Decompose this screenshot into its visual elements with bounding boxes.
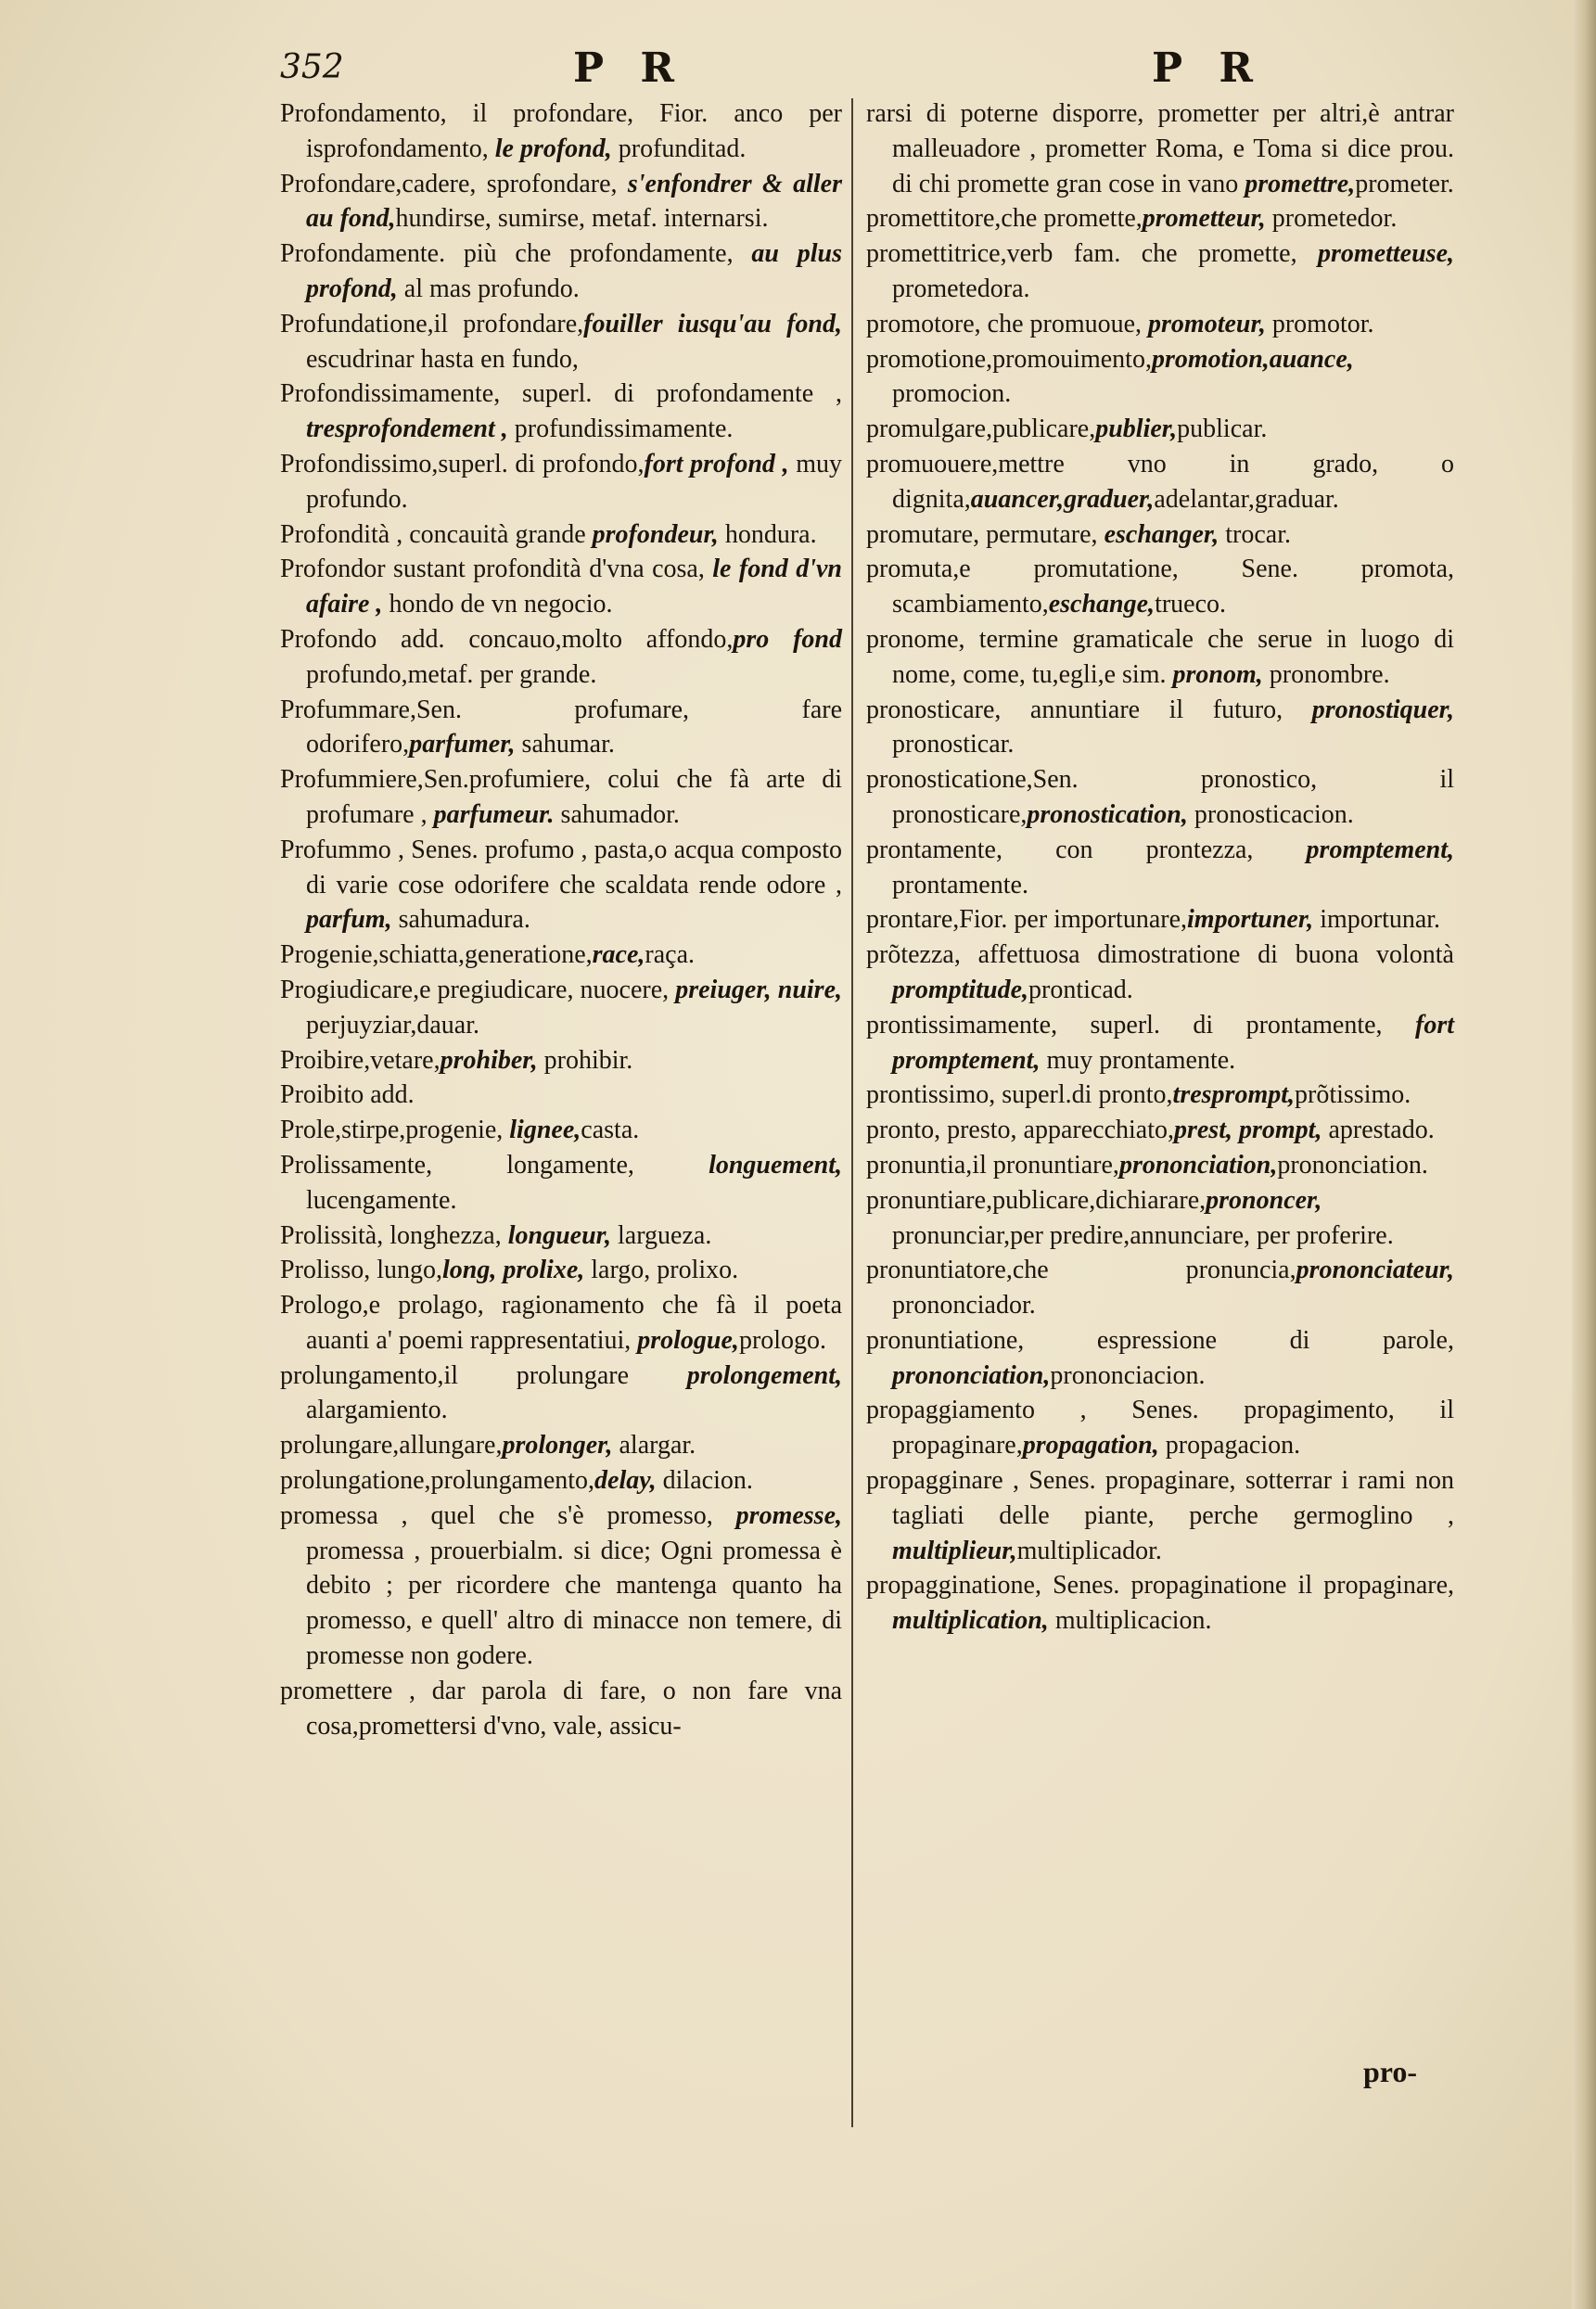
dictionary-entry	[866, 1253, 1454, 1323]
spanish-gloss: prõtissimo.	[1295, 1080, 1411, 1110]
spanish-gloss: prometedora.	[892, 274, 1030, 303]
french-gloss: au plus profond,	[306, 239, 842, 303]
headword-text: Profondo add. concauo,molto affondo,	[280, 624, 734, 654]
spanish-gloss: promessa , prouerbialm. si dice; Ogni promessa è debito ; per ricordere che mantenga quanto ha promesso, e quell' altro di minacce non temere, di promesse non godere.	[306, 1536, 842, 1671]
french-gloss: eschange,	[1048, 590, 1156, 619]
spanish-gloss: aprestado.	[1321, 1116, 1435, 1145]
spanish-gloss: prononciation.	[1277, 1150, 1428, 1180]
dictionary-entry	[866, 412, 1454, 447]
french-gloss: prolonger,	[502, 1431, 613, 1461]
headword-text: propaggiamento , Senes. propagimento, il propaginare,	[866, 1396, 1454, 1461]
column-divider	[851, 98, 853, 2127]
headword-text: pronto, presto, apparecchiato,	[866, 1116, 1174, 1145]
french-gloss: preiuger, nuire,	[669, 975, 842, 1004]
headword-text: promotore, che promuoue,	[866, 309, 1143, 338]
dictionary-entry	[280, 307, 842, 377]
running-header-right: P R	[1152, 45, 1264, 92]
dictionary-entry	[280, 1253, 842, 1288]
spanish-gloss: alargamiento.	[306, 1396, 448, 1425]
dictionary-entry	[280, 552, 842, 622]
dictionary-entry	[280, 973, 842, 1043]
headword-text: Profummare,Sen. profumare, fare odorifero,	[280, 695, 842, 759]
french-gloss: promptement,	[1253, 835, 1454, 864]
headword-text: Profondamento, il profondare, Fior. anco per isprofondamento,	[280, 99, 842, 163]
spanish-gloss: dilacion.	[656, 1466, 753, 1496]
french-gloss: pronostiquer,	[1283, 695, 1454, 724]
french-gloss: importuner,	[1187, 905, 1314, 935]
running-header-left: P R	[573, 45, 685, 92]
dictionary-entry	[280, 622, 842, 693]
spanish-gloss: hondo de vn negocio.	[382, 590, 613, 619]
french-gloss: prologue,	[631, 1325, 739, 1355]
spanish-gloss: prohibir.	[537, 1045, 633, 1075]
french-gloss: parfum,	[306, 905, 392, 935]
dictionary-entry	[866, 236, 1454, 307]
dictionary-entry	[866, 902, 1454, 938]
headword-text: Prolisso, lungo,	[280, 1256, 443, 1285]
spanish-gloss: largo, prolixo.	[584, 1256, 739, 1285]
headword-text: pronuntiare,publicare,dichiarare,	[866, 1185, 1207, 1215]
french-gloss: prononciation,	[892, 1360, 1051, 1390]
french-gloss: le profond,	[488, 134, 612, 163]
french-gloss: le fond d'vn afaire ,	[306, 555, 842, 619]
headword-text: prolungatione,prolungamento,	[280, 1466, 595, 1496]
headword-text: prontissimo, superl.di pronto,	[866, 1080, 1173, 1110]
french-gloss: pronom,	[1166, 659, 1263, 689]
dictionary-entry	[866, 938, 1454, 1008]
french-gloss: prohiber,	[440, 1045, 538, 1075]
headword-text: promuouere,mettre vno in grado, o dignita,	[866, 449, 1454, 514]
spanish-gloss: pronombre.	[1262, 659, 1390, 689]
french-gloss: prometteuse,	[1296, 239, 1454, 269]
headword-text: promulgare,publicare,	[866, 415, 1096, 444]
dictionary-entry	[866, 1568, 1454, 1639]
dictionary-entry	[280, 1113, 842, 1148]
french-gloss: pro fond	[733, 624, 842, 654]
headword-text: pronuntiatione, espressione di parole,	[866, 1325, 1454, 1355]
dictionary-entry	[866, 1078, 1454, 1113]
dictionary-entry	[866, 622, 1454, 693]
dictionary-entry	[866, 693, 1454, 763]
french-gloss: tresprofondement ,	[306, 415, 508, 444]
headword-text: prontamente, con prontezza,	[866, 835, 1254, 864]
french-gloss: parfumer,	[409, 730, 516, 759]
headword-text: Profondità , concauità grande	[280, 519, 586, 549]
dictionary-entry	[866, 342, 1454, 413]
headword-text: promessa , quel che s'è promesso,	[280, 1500, 713, 1530]
spanish-gloss: profunditad.	[611, 134, 747, 163]
spanish-gloss: sahumador.	[554, 799, 680, 829]
spanish-gloss: adelantar,graduar.	[1154, 484, 1339, 514]
dictionary-entry	[280, 236, 842, 307]
spanish-gloss: importunar.	[1313, 905, 1441, 935]
french-gloss: s'enfondrer & aller au fond,	[306, 169, 842, 234]
headword-text: pronuntia,il pronuntiare,	[866, 1150, 1119, 1180]
headword-text: prontare,Fior. per importunare,	[866, 905, 1188, 935]
headword-text: pronome, termine gramaticale che serue in luogo di nome, come, tu,egli,e sim.	[866, 624, 1454, 689]
spanish-gloss: raça.	[645, 940, 696, 970]
french-gloss: long, prolixe,	[442, 1256, 585, 1285]
spanish-gloss: publicar.	[1177, 415, 1268, 444]
headword-text: rarsi di poterne disporre, prometter per altri,è antrar malleuadore , prometter Roma, e Toma si dice prou. di chi promette gran cose in vano	[866, 99, 1454, 198]
spanish-gloss: trocar.	[1219, 519, 1291, 549]
french-gloss: delay,	[594, 1466, 657, 1496]
french-gloss: promoteur,	[1142, 309, 1266, 338]
headword-text: Proibito add.	[280, 1080, 415, 1110]
headword-text: Profondor sustant profondità d'vna cosa,	[280, 555, 705, 584]
dictionary-entry	[866, 552, 1454, 622]
dictionary-entry	[280, 1428, 842, 1463]
dictionary-entry	[866, 762, 1454, 833]
dictionary-entry	[866, 1323, 1454, 1394]
spanish-gloss: prononciador.	[892, 1291, 1036, 1320]
headword-text: Progiudicare,e pregiudicare, nuocere,	[280, 975, 670, 1004]
dictionary-entry	[866, 96, 1454, 201]
dictionary-entry	[866, 517, 1454, 553]
headword-text: Prolissamente, longamente,	[280, 1150, 634, 1180]
dictionary-entry	[280, 447, 842, 517]
spanish-gloss: multiplicacion.	[1048, 1606, 1212, 1636]
dictionary-entry	[280, 1359, 842, 1429]
dictionary-entry	[866, 201, 1454, 236]
spanish-gloss: profundissimamente.	[507, 415, 734, 444]
spanish-gloss: hundirse, sumirse, metaf. internarsi.	[395, 204, 769, 234]
page-edge	[1572, 0, 1596, 2309]
dictionary-entry	[280, 167, 842, 237]
french-gloss: fort promptement,	[892, 1010, 1455, 1075]
headword-text: Prole,stirpe,progenie,	[280, 1116, 504, 1145]
dictionary-entry	[280, 1148, 842, 1218]
headword-text: Profondamente. più che profondamente,	[280, 239, 734, 269]
spanish-gloss: largueza.	[611, 1220, 712, 1250]
french-gloss: race,	[592, 940, 645, 970]
french-gloss: multiplieur,	[892, 1536, 1017, 1565]
spanish-gloss: prononciacion.	[1050, 1360, 1206, 1390]
french-gloss: pronostication,	[1027, 799, 1188, 829]
french-gloss: prononciation,	[1118, 1150, 1278, 1180]
left-column	[280, 96, 842, 1743]
dictionary-entry	[280, 1043, 842, 1078]
spanish-gloss: perjuyziar,dauar.	[306, 1010, 480, 1040]
spanish-gloss: prometer.	[1355, 169, 1454, 198]
french-gloss: prononciateur,	[1296, 1256, 1454, 1285]
spanish-gloss: pronticad.	[1028, 975, 1133, 1004]
french-gloss: prometteur,	[1142, 204, 1266, 234]
spanish-gloss: prontamente.	[892, 870, 1028, 899]
headword-text: Profummo , Senes. profumo , pasta,o acqua composto di varie cose odorifere che scaldata rende odore ,	[280, 835, 842, 899]
headword-text: promettitore,che promette,	[866, 204, 1143, 234]
french-gloss: prest, prompt,	[1173, 1116, 1322, 1145]
spanish-gloss: multiplicador.	[1016, 1536, 1162, 1565]
french-gloss: lignee,	[503, 1116, 581, 1145]
french-gloss: longueur,	[501, 1220, 612, 1250]
spanish-gloss: hondura.	[718, 519, 817, 549]
spanish-gloss: alargar.	[612, 1431, 696, 1461]
dictionary-entry	[866, 447, 1454, 517]
dictionary-entry	[280, 1463, 842, 1499]
dictionary-entry	[280, 693, 842, 763]
french-gloss: promesse,	[712, 1500, 842, 1530]
page-number: 352	[280, 48, 344, 86]
headword-text: promettere , dar parola di fare, o non fare vna cosa,promettersi d'vno, vale, assicu-	[280, 1676, 842, 1741]
headword-text: promotione,promouimento,	[866, 344, 1152, 374]
headword-text: Profundatione,il profondare,	[280, 309, 584, 338]
dictionary-entry	[866, 1183, 1454, 1254]
right-column	[866, 96, 1454, 1639]
headword-text: prõtezza, affettuosa dimostratione di buona volontà	[866, 940, 1454, 970]
spanish-gloss: pronunciar,per predire,annunciare, per proferire.	[892, 1220, 1394, 1250]
spanish-gloss: lucengamente.	[306, 1185, 457, 1215]
headword-text: propagginare , Senes. propaginare, sotterrar i rami non tagliati delle piante, perche germoglino ,	[866, 1466, 1454, 1530]
spanish-gloss: muy profundo.	[306, 449, 842, 514]
dictionary-entry	[280, 1078, 842, 1113]
french-gloss: prononcer,	[1206, 1185, 1322, 1215]
french-gloss: eschanger,	[1097, 519, 1219, 549]
headword-text: pronosticatione,Sen. pronostico, il pronosticare,	[866, 765, 1454, 829]
dictionary-entry	[280, 517, 842, 553]
dictionary-entry	[866, 307, 1454, 342]
french-gloss: auancer,graduer,	[970, 484, 1155, 514]
spanish-gloss: pronosticar.	[892, 730, 1015, 759]
french-gloss: parfumeur.	[427, 799, 555, 829]
dictionary-entry	[280, 376, 842, 447]
dictionary-entry	[866, 1148, 1454, 1183]
spanish-gloss: trueco.	[1155, 590, 1227, 619]
french-gloss: longuement,	[633, 1150, 842, 1180]
french-gloss: tresprompt,	[1172, 1080, 1296, 1110]
dictionary-entry	[866, 833, 1454, 903]
dictionary-entry	[280, 1674, 842, 1744]
french-gloss: multiplication,	[892, 1606, 1049, 1636]
french-gloss: promettre,	[1238, 169, 1356, 198]
headword-text: promuta,e promutatione, Sene. promota, scambiamento,	[866, 555, 1454, 619]
spanish-gloss: promotor.	[1265, 309, 1374, 338]
french-gloss: fouiller iusqu'au fond,	[583, 309, 842, 338]
headword-text: Profondare,cadere, sprofondare,	[280, 169, 618, 198]
dictionary-entry	[280, 1499, 842, 1674]
dictionary-entry	[280, 1218, 842, 1254]
spanish-gloss: profundo,metaf. per grande.	[306, 659, 597, 689]
headword-text: prolungare,allungare,	[280, 1431, 503, 1461]
french-gloss: promotion,auance,	[1151, 344, 1354, 374]
french-gloss: propagation,	[1022, 1431, 1159, 1461]
spanish-gloss: al mas profundo.	[397, 274, 580, 303]
dictionary-entry	[866, 1113, 1454, 1148]
spanish-gloss: propagacion.	[1158, 1431, 1301, 1461]
spanish-gloss: pronosticacion.	[1187, 799, 1354, 829]
spanish-gloss: muy prontamente.	[1040, 1045, 1236, 1075]
spanish-gloss: promocion.	[892, 379, 1012, 409]
spanish-gloss: casta.	[581, 1116, 640, 1145]
headword-text: Profondissimamente, superl. di profondamente ,	[280, 379, 842, 409]
spanish-gloss: prologo.	[738, 1325, 827, 1355]
headword-text: prontissimamente, superl. di prontamente,	[866, 1010, 1383, 1040]
headword-text: pronuntiatore,che pronuncia,	[866, 1256, 1296, 1285]
headword-text: Prolissità, longhezza,	[280, 1220, 502, 1250]
headword-text: propagginatione, Senes. propaginatione il propaginare,	[866, 1571, 1454, 1601]
french-gloss: prolongement,	[629, 1360, 842, 1390]
spanish-gloss: sahumadura.	[391, 905, 530, 935]
headword-text: prolungamento,il prolungare	[280, 1360, 630, 1390]
spanish-gloss: sahumar.	[515, 730, 615, 759]
headword-text: Progenie,schiatta,generatione,	[280, 940, 593, 970]
dictionary-entry	[866, 1008, 1454, 1078]
dictionary-entry	[280, 96, 842, 167]
french-gloss: publier,	[1095, 415, 1178, 444]
french-gloss: fort profond ,	[644, 449, 789, 478]
dictionary-entry	[280, 762, 842, 833]
headword-text: Profondissimo,superl. di profondo,	[280, 449, 645, 478]
dictionary-entry	[866, 1463, 1454, 1568]
dictionary-entry	[280, 833, 842, 938]
french-gloss: promptitude,	[892, 975, 1029, 1004]
headword-text: pronosticare, annuntiare il futuro,	[866, 695, 1283, 724]
french-gloss: profondeur,	[585, 519, 719, 549]
dictionary-entry	[866, 1393, 1454, 1463]
headword-text: Profummiere,Sen.profumiere, colui che fà arte di profumare ,	[280, 765, 842, 829]
dictionary-entry	[280, 1288, 842, 1359]
dictionary-entry	[280, 938, 842, 973]
headword-text: promettitrice,verb fam. che promette,	[866, 239, 1297, 269]
spanish-gloss: escudrinar hasta en fundo,	[306, 344, 579, 374]
catchword: pro-	[1363, 2055, 1418, 2088]
spanish-gloss: prometedor.	[1265, 204, 1398, 234]
headword-text: promutare, permutare,	[866, 519, 1098, 549]
headword-text: Proibire,vetare,	[280, 1045, 440, 1075]
headword-text: Prologo,e prolago, ragionamento che fà il poeta auanti a' poemi rappresentatiui,	[280, 1291, 842, 1355]
